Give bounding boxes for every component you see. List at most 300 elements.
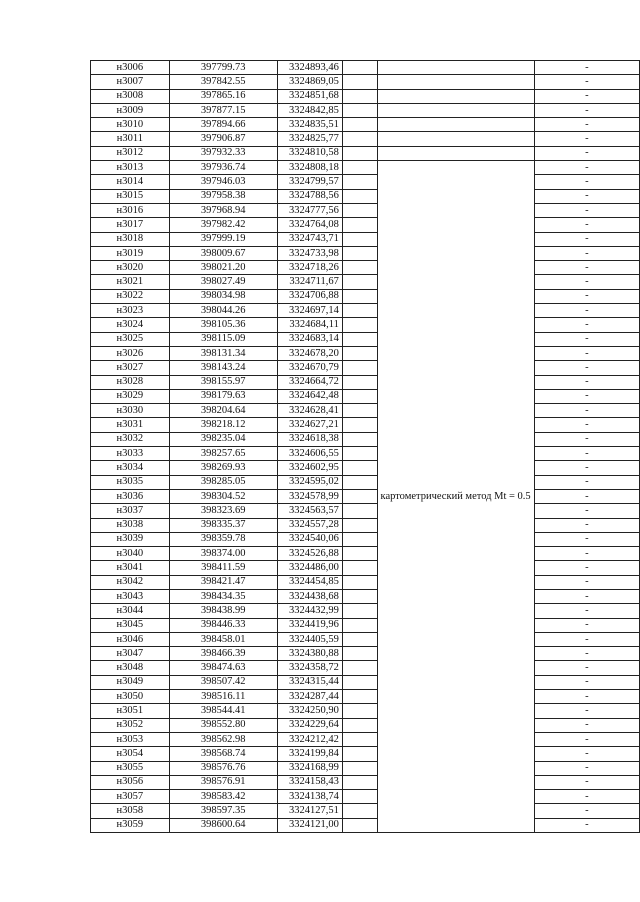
method-cell: картометрический метод Mt = 0.5 [377, 161, 534, 833]
y-coordinate-cell: 3324432,99 [277, 604, 342, 618]
dash-cell: - [534, 318, 639, 332]
table-row [91, 75, 640, 89]
y-coordinate-cell: 3324764,08 [277, 218, 342, 232]
empty-cell [342, 261, 377, 275]
point-name-cell: н3007 [91, 75, 170, 89]
x-coordinate-cell: 398438.99 [169, 604, 277, 618]
empty-cell [342, 432, 377, 446]
dash-cell: - [534, 232, 639, 246]
empty-cell [342, 161, 377, 175]
point-name-cell: н3011 [91, 132, 170, 146]
method-cell-empty [377, 61, 534, 75]
empty-cell [342, 89, 377, 103]
point-name-cell: н3027 [91, 361, 170, 375]
y-coordinate-cell: 3324893,46 [277, 61, 342, 75]
dash-cell: - [534, 661, 639, 675]
table-row [91, 461, 640, 475]
empty-cell [342, 589, 377, 603]
table-row [91, 118, 640, 132]
x-coordinate-cell: 398257.65 [169, 447, 277, 461]
dash-cell: - [534, 589, 639, 603]
point-name-cell: н3052 [91, 718, 170, 732]
point-name-cell: н3036 [91, 489, 170, 503]
point-name-cell: н3055 [91, 761, 170, 775]
table-row [91, 575, 640, 589]
dash-cell: - [534, 761, 639, 775]
x-coordinate-cell: 398597.35 [169, 804, 277, 818]
dash-cell: - [534, 275, 639, 289]
empty-cell [342, 575, 377, 589]
y-coordinate-cell: 3324743,71 [277, 232, 342, 246]
x-coordinate-cell: 398009.67 [169, 246, 277, 260]
table-row [91, 375, 640, 389]
y-coordinate-cell: 3324733,98 [277, 246, 342, 260]
point-name-cell: н3031 [91, 418, 170, 432]
empty-cell [342, 518, 377, 532]
empty-cell [342, 790, 377, 804]
x-coordinate-cell: 398421.47 [169, 575, 277, 589]
empty-cell [342, 118, 377, 132]
y-coordinate-cell: 3324664,72 [277, 375, 342, 389]
y-coordinate-cell: 3324618,38 [277, 432, 342, 446]
x-coordinate-cell: 398516.11 [169, 690, 277, 704]
table-row [91, 647, 640, 661]
empty-cell [342, 404, 377, 418]
dash-cell: - [534, 732, 639, 746]
dash-cell: - [534, 718, 639, 732]
point-name-cell: н3024 [91, 318, 170, 332]
point-name-cell: н3013 [91, 161, 170, 175]
y-coordinate-cell: 3324628,41 [277, 404, 342, 418]
point-name-cell: н3057 [91, 790, 170, 804]
y-coordinate-cell: 3324578,99 [277, 489, 342, 503]
table-row [91, 89, 640, 103]
empty-cell [342, 447, 377, 461]
y-coordinate-cell: 3324706,88 [277, 289, 342, 303]
y-coordinate-cell: 3324684,11 [277, 318, 342, 332]
x-coordinate-cell: 398335.37 [169, 518, 277, 532]
dash-cell: - [534, 218, 639, 232]
x-coordinate-cell: 398374.00 [169, 547, 277, 561]
point-name-cell: н3025 [91, 332, 170, 346]
point-name-cell: н3048 [91, 661, 170, 675]
empty-cell [342, 632, 377, 646]
table-row [91, 589, 640, 603]
empty-cell [342, 218, 377, 232]
x-coordinate-cell: 398434.35 [169, 589, 277, 603]
table-row [91, 804, 640, 818]
point-name-cell: н3030 [91, 404, 170, 418]
table-row [91, 261, 640, 275]
empty-cell [342, 647, 377, 661]
point-name-cell: н3033 [91, 447, 170, 461]
table-row [91, 504, 640, 518]
x-coordinate-cell: 398576.91 [169, 775, 277, 789]
dash-cell: - [534, 818, 639, 832]
point-name-cell: н3038 [91, 518, 170, 532]
dash-cell: - [534, 690, 639, 704]
x-coordinate-cell: 398411.59 [169, 561, 277, 575]
x-coordinate-cell: 397894.66 [169, 118, 277, 132]
empty-cell [342, 61, 377, 75]
point-name-cell: н3053 [91, 732, 170, 746]
y-coordinate-cell: 3324788,56 [277, 189, 342, 203]
dash-cell: - [534, 332, 639, 346]
point-name-cell: н3029 [91, 389, 170, 403]
x-coordinate-cell: 398304.52 [169, 489, 277, 503]
table-row [91, 447, 640, 461]
table-row [91, 361, 640, 375]
x-coordinate-cell: 398552.80 [169, 718, 277, 732]
x-coordinate-cell: 398458.01 [169, 632, 277, 646]
point-name-cell: н3056 [91, 775, 170, 789]
table-row [91, 818, 640, 832]
empty-cell [342, 775, 377, 789]
dash-cell: - [534, 375, 639, 389]
x-coordinate-cell: 398105.36 [169, 318, 277, 332]
y-coordinate-cell: 3324315,44 [277, 675, 342, 689]
empty-cell [342, 189, 377, 203]
empty-cell [342, 246, 377, 260]
dash-cell: - [534, 289, 639, 303]
dash-cell: - [534, 418, 639, 432]
y-coordinate-cell: 3324670,79 [277, 361, 342, 375]
table-row [91, 632, 640, 646]
table-row [91, 161, 640, 175]
empty-cell [342, 561, 377, 575]
dash-cell: - [534, 461, 639, 475]
dash-cell: - [534, 146, 639, 160]
x-coordinate-cell: 398544.41 [169, 704, 277, 718]
empty-cell [342, 346, 377, 360]
dash-cell: - [534, 632, 639, 646]
dash-cell: - [534, 775, 639, 789]
empty-cell [342, 489, 377, 503]
x-coordinate-cell: 398323.69 [169, 504, 277, 518]
table-row [91, 304, 640, 318]
y-coordinate-cell: 3324711,67 [277, 275, 342, 289]
x-coordinate-cell: 397999.19 [169, 232, 277, 246]
table-row [91, 389, 640, 403]
y-coordinate-cell: 3324869,05 [277, 75, 342, 89]
x-coordinate-cell: 398143.24 [169, 361, 277, 375]
x-coordinate-cell: 398466.39 [169, 647, 277, 661]
table-row [91, 732, 640, 746]
point-name-cell: н3051 [91, 704, 170, 718]
table-row [91, 475, 640, 489]
table-row [91, 232, 640, 246]
point-name-cell: н3034 [91, 461, 170, 475]
x-coordinate-cell: 398218.12 [169, 418, 277, 432]
empty-cell [342, 704, 377, 718]
dash-cell: - [534, 404, 639, 418]
empty-cell [342, 690, 377, 704]
point-name-cell: н3035 [91, 475, 170, 489]
y-coordinate-cell: 3324287,44 [277, 690, 342, 704]
table-row [91, 690, 640, 704]
x-coordinate-cell: 398021.20 [169, 261, 277, 275]
point-name-cell: н3040 [91, 547, 170, 561]
empty-cell [342, 661, 377, 675]
table-row [91, 704, 640, 718]
y-coordinate-cell: 3324419,96 [277, 618, 342, 632]
table-row [91, 146, 640, 160]
x-coordinate-cell: 398179.63 [169, 389, 277, 403]
dash-cell: - [534, 261, 639, 275]
x-coordinate-cell: 398204.64 [169, 404, 277, 418]
point-name-cell: н3058 [91, 804, 170, 818]
point-name-cell: н3008 [91, 89, 170, 103]
point-name-cell: н3028 [91, 375, 170, 389]
empty-cell [342, 318, 377, 332]
point-name-cell: н3054 [91, 747, 170, 761]
point-name-cell: н3018 [91, 232, 170, 246]
table-row [91, 718, 640, 732]
point-name-cell: н3039 [91, 532, 170, 546]
y-coordinate-cell: 3324642,48 [277, 389, 342, 403]
dash-cell: - [534, 604, 639, 618]
x-coordinate-cell: 398576.76 [169, 761, 277, 775]
method-cell-empty [377, 132, 534, 146]
dash-cell: - [534, 346, 639, 360]
table-row [91, 418, 640, 432]
y-coordinate-cell: 3324808,18 [277, 161, 342, 175]
dash-cell: - [534, 575, 639, 589]
point-name-cell: н3023 [91, 304, 170, 318]
x-coordinate-cell: 398115.09 [169, 332, 277, 346]
empty-cell [342, 203, 377, 217]
x-coordinate-cell: 398155.97 [169, 375, 277, 389]
point-name-cell: н3045 [91, 618, 170, 632]
point-name-cell: н3022 [91, 289, 170, 303]
empty-cell [342, 103, 377, 117]
dash-cell: - [534, 747, 639, 761]
dash-cell: - [534, 103, 639, 117]
empty-cell [342, 275, 377, 289]
table-row [91, 618, 640, 632]
table-row [91, 561, 640, 575]
dash-cell: - [534, 203, 639, 217]
y-coordinate-cell: 3324526,88 [277, 547, 342, 561]
dash-cell: - [534, 518, 639, 532]
empty-cell [342, 761, 377, 775]
empty-cell [342, 675, 377, 689]
point-name-cell: н3015 [91, 189, 170, 203]
y-coordinate-cell: 3324563,57 [277, 504, 342, 518]
empty-cell [342, 332, 377, 346]
dash-cell: - [534, 447, 639, 461]
dash-cell: - [534, 804, 639, 818]
point-name-cell: н3021 [91, 275, 170, 289]
y-coordinate-cell: 3324683,14 [277, 332, 342, 346]
x-coordinate-cell: 398562.98 [169, 732, 277, 746]
empty-cell [342, 232, 377, 246]
dash-cell: - [534, 89, 639, 103]
dash-cell: - [534, 489, 639, 503]
y-coordinate-cell: 3324825,77 [277, 132, 342, 146]
table-row [91, 432, 640, 446]
empty-cell [342, 475, 377, 489]
dash-cell: - [534, 675, 639, 689]
empty-cell [342, 461, 377, 475]
point-name-cell: н3010 [91, 118, 170, 132]
y-coordinate-cell: 3324250,90 [277, 704, 342, 718]
x-coordinate-cell: 398235.04 [169, 432, 277, 446]
y-coordinate-cell: 3324486,00 [277, 561, 342, 575]
coordinates-table-body [91, 61, 640, 833]
empty-cell [342, 818, 377, 832]
point-name-cell: н3009 [91, 103, 170, 117]
dash-cell: - [534, 532, 639, 546]
method-cell-empty [377, 103, 534, 117]
dash-cell: - [534, 790, 639, 804]
point-name-cell: н3041 [91, 561, 170, 575]
empty-cell [342, 618, 377, 632]
y-coordinate-cell: 3324557,28 [277, 518, 342, 532]
x-coordinate-cell: 397842.55 [169, 75, 277, 89]
empty-cell [342, 532, 377, 546]
table-row [91, 175, 640, 189]
table-row [91, 518, 640, 532]
point-name-cell: н3006 [91, 61, 170, 75]
point-name-cell: н3037 [91, 504, 170, 518]
point-name-cell: н3046 [91, 632, 170, 646]
dash-cell: - [534, 161, 639, 175]
point-name-cell: н3050 [91, 690, 170, 704]
table-row [91, 246, 640, 260]
empty-cell [342, 418, 377, 432]
dash-cell: - [534, 504, 639, 518]
empty-cell [342, 604, 377, 618]
y-coordinate-cell: 3324799,57 [277, 175, 342, 189]
x-coordinate-cell: 398446.33 [169, 618, 277, 632]
empty-cell [342, 175, 377, 189]
point-name-cell: н3044 [91, 604, 170, 618]
y-coordinate-cell: 3324697,14 [277, 304, 342, 318]
table-row [91, 747, 640, 761]
y-coordinate-cell: 3324168,99 [277, 761, 342, 775]
x-coordinate-cell: 398027.49 [169, 275, 277, 289]
empty-cell [342, 304, 377, 318]
point-name-cell: н3019 [91, 246, 170, 260]
dash-cell: - [534, 618, 639, 632]
x-coordinate-cell: 398583.42 [169, 790, 277, 804]
x-coordinate-cell: 397968.94 [169, 203, 277, 217]
point-name-cell: н3020 [91, 261, 170, 275]
table-row [91, 218, 640, 232]
y-coordinate-cell: 3324138,74 [277, 790, 342, 804]
x-coordinate-cell: 397946.03 [169, 175, 277, 189]
point-name-cell: н3016 [91, 203, 170, 217]
point-name-cell: н3012 [91, 146, 170, 160]
y-coordinate-cell: 3324627,21 [277, 418, 342, 432]
x-coordinate-cell: 397958.38 [169, 189, 277, 203]
table-row [91, 790, 640, 804]
method-cell-empty [377, 146, 534, 160]
point-name-cell: н3042 [91, 575, 170, 589]
dash-cell: - [534, 61, 639, 75]
dash-cell: - [534, 189, 639, 203]
table-row [91, 332, 640, 346]
table-row [91, 775, 640, 789]
table-row [91, 661, 640, 675]
x-coordinate-cell: 397799.73 [169, 61, 277, 75]
point-name-cell: н3032 [91, 432, 170, 446]
table-row [91, 61, 640, 75]
x-coordinate-cell: 397932.33 [169, 146, 277, 160]
y-coordinate-cell: 3324405,59 [277, 632, 342, 646]
y-coordinate-cell: 3324595,02 [277, 475, 342, 489]
empty-cell [342, 718, 377, 732]
x-coordinate-cell: 398269.93 [169, 461, 277, 475]
x-coordinate-cell: 398131.34 [169, 346, 277, 360]
dash-cell: - [534, 475, 639, 489]
table-row [91, 189, 640, 203]
point-name-cell: н3026 [91, 346, 170, 360]
x-coordinate-cell: 397936.74 [169, 161, 277, 175]
dash-cell: - [534, 118, 639, 132]
y-coordinate-cell: 3324199,84 [277, 747, 342, 761]
dash-cell: - [534, 175, 639, 189]
x-coordinate-cell: 398359.78 [169, 532, 277, 546]
method-cell-empty [377, 75, 534, 89]
point-name-cell: н3017 [91, 218, 170, 232]
empty-cell [342, 547, 377, 561]
y-coordinate-cell: 3324606,55 [277, 447, 342, 461]
table-row [91, 275, 640, 289]
y-coordinate-cell: 3324602,95 [277, 461, 342, 475]
table-row [91, 132, 640, 146]
x-coordinate-cell: 398285.05 [169, 475, 277, 489]
point-name-cell: н3014 [91, 175, 170, 189]
y-coordinate-cell: 3324158,43 [277, 775, 342, 789]
y-coordinate-cell: 3324678,20 [277, 346, 342, 360]
table-row [91, 289, 640, 303]
method-cell-empty [377, 89, 534, 103]
x-coordinate-cell: 397877.15 [169, 103, 277, 117]
dash-cell: - [534, 647, 639, 661]
dash-cell: - [534, 547, 639, 561]
y-coordinate-cell: 3324212,42 [277, 732, 342, 746]
y-coordinate-cell: 3324454,85 [277, 575, 342, 589]
table-row [91, 547, 640, 561]
empty-cell [342, 75, 377, 89]
point-name-cell: н3047 [91, 647, 170, 661]
empty-cell [342, 732, 377, 746]
table-row [91, 318, 640, 332]
y-coordinate-cell: 3324121,00 [277, 818, 342, 832]
empty-cell [342, 747, 377, 761]
empty-cell [342, 504, 377, 518]
y-coordinate-cell: 3324842,85 [277, 103, 342, 117]
y-coordinate-cell: 3324810,58 [277, 146, 342, 160]
dash-cell: - [534, 361, 639, 375]
table-row [91, 761, 640, 775]
point-name-cell: н3059 [91, 818, 170, 832]
dash-cell: - [534, 132, 639, 146]
empty-cell [342, 146, 377, 160]
table-row [91, 203, 640, 217]
y-coordinate-cell: 3324540,06 [277, 532, 342, 546]
y-coordinate-cell: 3324851,68 [277, 89, 342, 103]
x-coordinate-cell: 398568.74 [169, 747, 277, 761]
x-coordinate-cell: 398507.42 [169, 675, 277, 689]
empty-cell [342, 361, 377, 375]
x-coordinate-cell: 398600.64 [169, 818, 277, 832]
point-name-cell: н3043 [91, 589, 170, 603]
empty-cell [342, 389, 377, 403]
table-row [91, 532, 640, 546]
